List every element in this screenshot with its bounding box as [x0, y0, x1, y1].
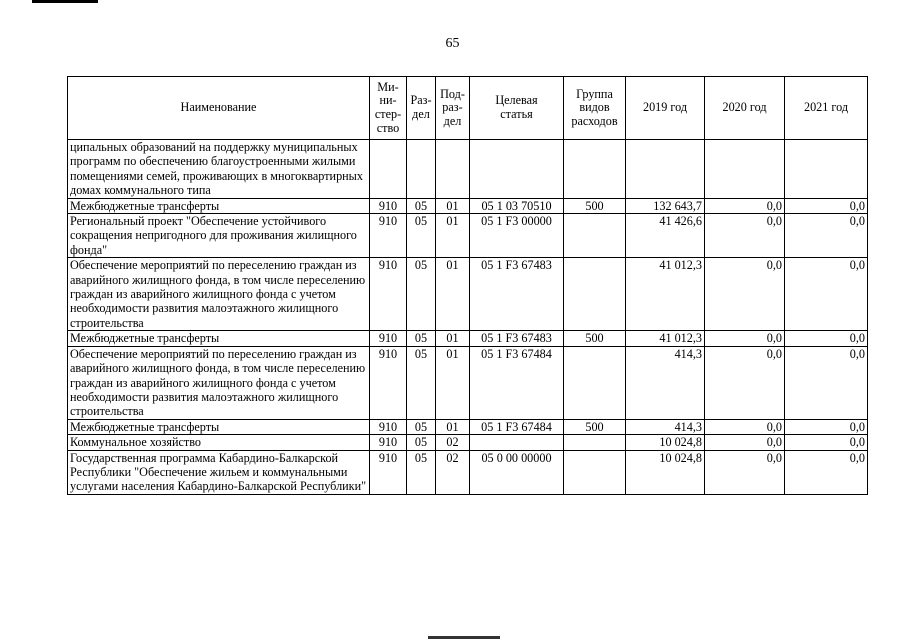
column-header-ministry: Ми- ни- стер- ство: [370, 77, 407, 140]
table-body: [68, 140, 868, 495]
cell-section: 05: [407, 198, 436, 213]
cell-subsection: 01: [436, 419, 470, 434]
cell-subsection: 02: [436, 450, 470, 494]
cell-y2020: 0,0: [705, 214, 785, 258]
table-row: [68, 331, 868, 346]
cell-target: 05 1 F3 67483: [470, 258, 564, 331]
cell-y2021: 0,0: [785, 435, 868, 450]
cell-target: 05 1 F3 67483: [470, 331, 564, 346]
cell-y2019: 414,3: [626, 346, 705, 419]
cell-name: Коммунальное хозяйство: [68, 435, 370, 450]
cell-y2020: 0,0: [705, 346, 785, 419]
cell-name: Обеспечение мероприятий по переселению граждан из аварийного жилищного фонда, в том числе переселению граждан из аварийного жилищного фонда с учетом необходимости развития малоэтажного жилищного строительства: [68, 258, 370, 331]
cell-target: 05 0 00 00000: [470, 450, 564, 494]
column-header-2021: 2021 год: [785, 77, 868, 140]
column-header-subsection: Под- раз- дел: [436, 77, 470, 140]
cell-ministry: 910: [370, 419, 407, 434]
cell-target: 05 1 F3 67484: [470, 346, 564, 419]
cell-name: Региональный проект "Обеспечение устойчивого сокращения непригодного для проживания жилищного фонда": [68, 214, 370, 258]
cell-y2019: [626, 140, 705, 199]
cell-name: Государственная программа Кабардино-Балкарской Республики "Обеспечение жильем и коммунальными услугами населения Кабардино-Балкарской Республики": [68, 450, 370, 494]
cell-name: Межбюджетные трансферты: [68, 198, 370, 213]
cell-y2020: 0,0: [705, 435, 785, 450]
cell-target: 05 1 F3 00000: [470, 214, 564, 258]
column-header-target: Целевая статья: [470, 77, 564, 140]
cell-section: 05: [407, 450, 436, 494]
cell-y2019: 414,3: [626, 419, 705, 434]
cell-section: 05: [407, 419, 436, 434]
column-header-section: Раз- дел: [407, 77, 436, 140]
bottom-edge-mark: [428, 636, 500, 639]
cell-group: [564, 258, 626, 331]
cell-subsection: 01: [436, 258, 470, 331]
cell-subsection: 01: [436, 198, 470, 213]
cell-y2021: 0,0: [785, 198, 868, 213]
cell-section: 05: [407, 331, 436, 346]
cell-name: Межбюджетные трансферты: [68, 331, 370, 346]
cell-target: [470, 140, 564, 199]
cell-section: 05: [407, 258, 436, 331]
cell-ministry: 910: [370, 214, 407, 258]
cell-y2021: 0,0: [785, 346, 868, 419]
cell-y2019: 10 024,8: [626, 435, 705, 450]
cell-y2019: 132 643,7: [626, 198, 705, 213]
page-number: 65: [445, 36, 460, 51]
cell-section: 05: [407, 214, 436, 258]
cell-ministry: 910: [370, 258, 407, 331]
table-row: [68, 258, 868, 331]
cell-section: 05: [407, 346, 436, 419]
cell-group: [564, 346, 626, 419]
cell-y2021: 0,0: [785, 214, 868, 258]
cell-target: 05 1 03 70510: [470, 198, 564, 213]
cell-ministry: 910: [370, 346, 407, 419]
table-row: [68, 435, 868, 450]
cell-section: 05: [407, 435, 436, 450]
table-header-row: [68, 77, 868, 140]
cell-ministry: 910: [370, 450, 407, 494]
budget-table: [67, 76, 868, 495]
cell-y2020: [705, 140, 785, 199]
cell-name: Обеспечение мероприятий по переселению граждан из аварийного жилищного фонда, в том числе переселению граждан из аварийного жилищного фонда с учетом необходимости развития малоэтажного жилищного строительства: [68, 346, 370, 419]
column-header-name: Наименование: [68, 77, 370, 140]
column-header-2019: 2019 год: [626, 77, 705, 140]
table-row: [68, 140, 868, 199]
cell-y2021: [785, 140, 868, 199]
cell-subsection: 01: [436, 346, 470, 419]
cell-name: Межбюджетные трансферты: [68, 419, 370, 434]
cell-group: 500: [564, 198, 626, 213]
cell-group: [564, 140, 626, 199]
cell-group: [564, 450, 626, 494]
table-row: [68, 198, 868, 213]
cell-group: [564, 214, 626, 258]
cell-name: ципальных образований на поддержку муниципальных программ по обеспечению благоустроенными жилыми помещениями семей, проживающих в многоквартирных домах коммунального типа: [68, 140, 370, 199]
cell-y2020: 0,0: [705, 450, 785, 494]
top-edge-mark: [32, 0, 98, 3]
table-row: [68, 450, 868, 494]
cell-ministry: [370, 140, 407, 199]
cell-ministry: 910: [370, 331, 407, 346]
cell-y2019: 41 012,3: [626, 331, 705, 346]
cell-target: [470, 435, 564, 450]
table-row: [68, 346, 868, 419]
cell-y2020: 0,0: [705, 198, 785, 213]
cell-subsection: 02: [436, 435, 470, 450]
cell-ministry: 910: [370, 435, 407, 450]
cell-group: 500: [564, 419, 626, 434]
cell-group: [564, 435, 626, 450]
cell-y2019: 41 426,6: [626, 214, 705, 258]
cell-y2021: 0,0: [785, 331, 868, 346]
cell-ministry: 910: [370, 198, 407, 213]
cell-y2020: 0,0: [705, 258, 785, 331]
cell-y2021: 0,0: [785, 450, 868, 494]
cell-subsection: 01: [436, 214, 470, 258]
column-header-group: Группа видов расходов: [564, 77, 626, 140]
cell-subsection: 01: [436, 331, 470, 346]
cell-section: [407, 140, 436, 199]
cell-y2020: 0,0: [705, 419, 785, 434]
table-row: [68, 419, 868, 434]
cell-y2019: 41 012,3: [626, 258, 705, 331]
cell-y2019: 10 024,8: [626, 450, 705, 494]
table-row: [68, 214, 868, 258]
cell-y2021: 0,0: [785, 419, 868, 434]
column-header-2020: 2020 год: [705, 77, 785, 140]
cell-target: 05 1 F3 67484: [470, 419, 564, 434]
cell-group: 500: [564, 331, 626, 346]
cell-y2021: 0,0: [785, 258, 868, 331]
cell-subsection: [436, 140, 470, 199]
cell-y2020: 0,0: [705, 331, 785, 346]
